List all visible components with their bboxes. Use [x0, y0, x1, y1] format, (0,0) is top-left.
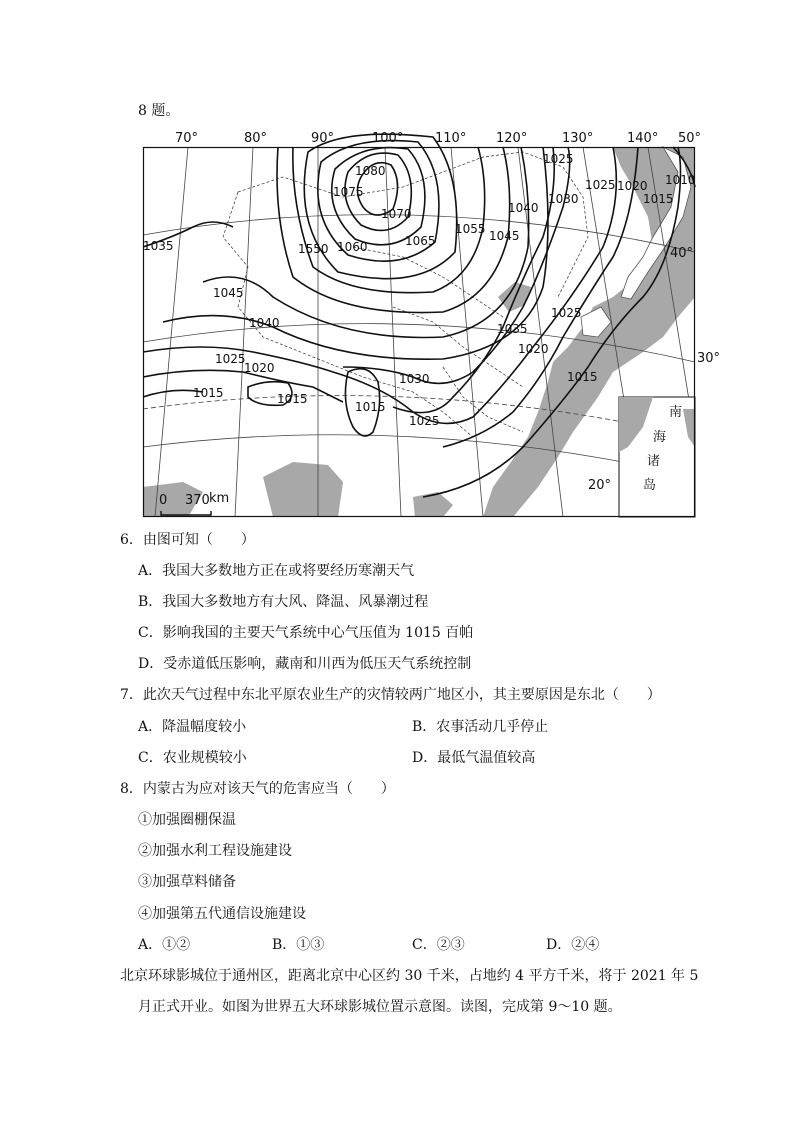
- q6-option-c: C．影响我国的主要天气系统中心气压值为 1015 百帕: [138, 625, 474, 641]
- q6-option-d: D．受赤道低压影响，藏南和川西为低压天气系统控制: [138, 656, 472, 672]
- isobar-label: 1020: [244, 361, 275, 375]
- q8-option-d: D．②④: [546, 937, 600, 953]
- isobar-label: 1030: [548, 192, 579, 206]
- q7-option-d: D．最低气温值较高: [412, 750, 536, 766]
- latitude-label: 20°: [588, 478, 612, 493]
- isobar-label: 1070: [381, 207, 412, 221]
- isobar-label: 1055: [455, 222, 486, 236]
- longitude-label: 120°: [496, 131, 528, 146]
- isobar-label: 1060: [337, 240, 368, 254]
- q7-option-b: B．农事活动几乎停止: [412, 719, 549, 735]
- isobar-label: 1020: [518, 342, 549, 356]
- isobar-label: 1015: [643, 192, 674, 206]
- q8-item-2: ②加强水利工程设施建设: [138, 843, 292, 859]
- q6-option-a: A．我国大多数地方正在或将要经历寒潮天气: [138, 563, 415, 579]
- isobar-label: 1025: [585, 178, 616, 192]
- isobar-label: 1080: [355, 164, 386, 178]
- longitude-label: 130°: [562, 131, 594, 146]
- longitude-label: 90°: [311, 131, 335, 146]
- longitude-label: 70°: [175, 131, 199, 146]
- q8-stem: 8．内蒙古为应对该天气的危害应当（ ）: [120, 781, 395, 797]
- isobar-label: 1045: [213, 286, 244, 300]
- isobar-map: [143, 147, 721, 517]
- longitude-label: 80°: [244, 131, 268, 146]
- isobar-label: 1035: [497, 322, 528, 336]
- longitude-label: 110°: [435, 131, 467, 146]
- q8-option-a: A．①②: [138, 937, 191, 953]
- latitude-label: 40°: [670, 246, 694, 261]
- isobar-label: 1030: [399, 372, 430, 386]
- scale-unit: km: [209, 491, 230, 506]
- isobar-label: 1025: [551, 306, 582, 320]
- isobar-label: 1020: [617, 179, 648, 193]
- isobar-label: 1065: [405, 234, 436, 248]
- longitude-label: 50°: [678, 131, 702, 146]
- q8-option-b: B．①③: [272, 937, 325, 953]
- scale-zero: 0: [159, 493, 168, 508]
- isobar-label: 1010: [665, 173, 696, 187]
- isobar-label: 1035: [143, 239, 174, 253]
- next-passage-line-1: 北京环球影城位于通州区，距离北京中心区约 30 千米，占地约 4 平方千米，将于 2021 年 5: [120, 968, 699, 984]
- q8-item-1: ①加强圈棚保温: [138, 812, 236, 828]
- q6-option-b: B．我国大多数地方有大风、降温、风暴潮过程: [138, 594, 429, 610]
- isobar-label: 1015: [193, 386, 224, 400]
- isobar-label: 1075: [333, 185, 364, 199]
- q6-stem: 6．由图可知（ ）: [120, 532, 255, 548]
- q8-option-c: C．②③: [412, 937, 465, 953]
- longitude-label: 140°: [627, 131, 659, 146]
- q8-item-3: ③加强草料储备: [138, 874, 236, 890]
- isobar-label: 1015: [277, 392, 308, 406]
- inset-char: 南: [669, 405, 683, 420]
- next-passage-line-2: 月正式开业。如图为世界五大环球影城位置示意图。读图，完成第 9～10 题。: [138, 999, 622, 1015]
- isobar-label: 1550: [298, 242, 329, 256]
- inset-char: 岛: [643, 478, 657, 493]
- isobar-label: 1015: [567, 370, 598, 384]
- longitude-label: 100°: [372, 131, 404, 146]
- isobar-label: 1025: [215, 352, 246, 366]
- q8-item-4: ④加强第五代通信设施建设: [138, 906, 306, 922]
- q7-option-c: C．农业规模较小: [138, 750, 247, 766]
- south-china-sea-inset: [619, 397, 695, 517]
- intro-tail: 8 题。: [138, 103, 180, 119]
- q7-option-a: A．降温幅度较小: [138, 719, 247, 735]
- isobar-label: 1040: [249, 316, 280, 330]
- scale-value: 370: [185, 493, 210, 508]
- isobar-label: 1045: [489, 229, 520, 243]
- inset-char: 海: [653, 430, 667, 445]
- q7-stem: 7．此次天气过程中东北平原农业生产的灾情较两广地区小，其主要原因是东北（ ）: [120, 687, 661, 703]
- isobar-label: 1040: [508, 201, 539, 215]
- inset-char: 诸: [647, 454, 661, 469]
- isobar-label: 1025: [543, 152, 574, 166]
- isobar-label: 1015: [355, 400, 386, 414]
- isobar-label: 1025: [409, 414, 440, 428]
- latitude-label: 30°: [697, 351, 721, 366]
